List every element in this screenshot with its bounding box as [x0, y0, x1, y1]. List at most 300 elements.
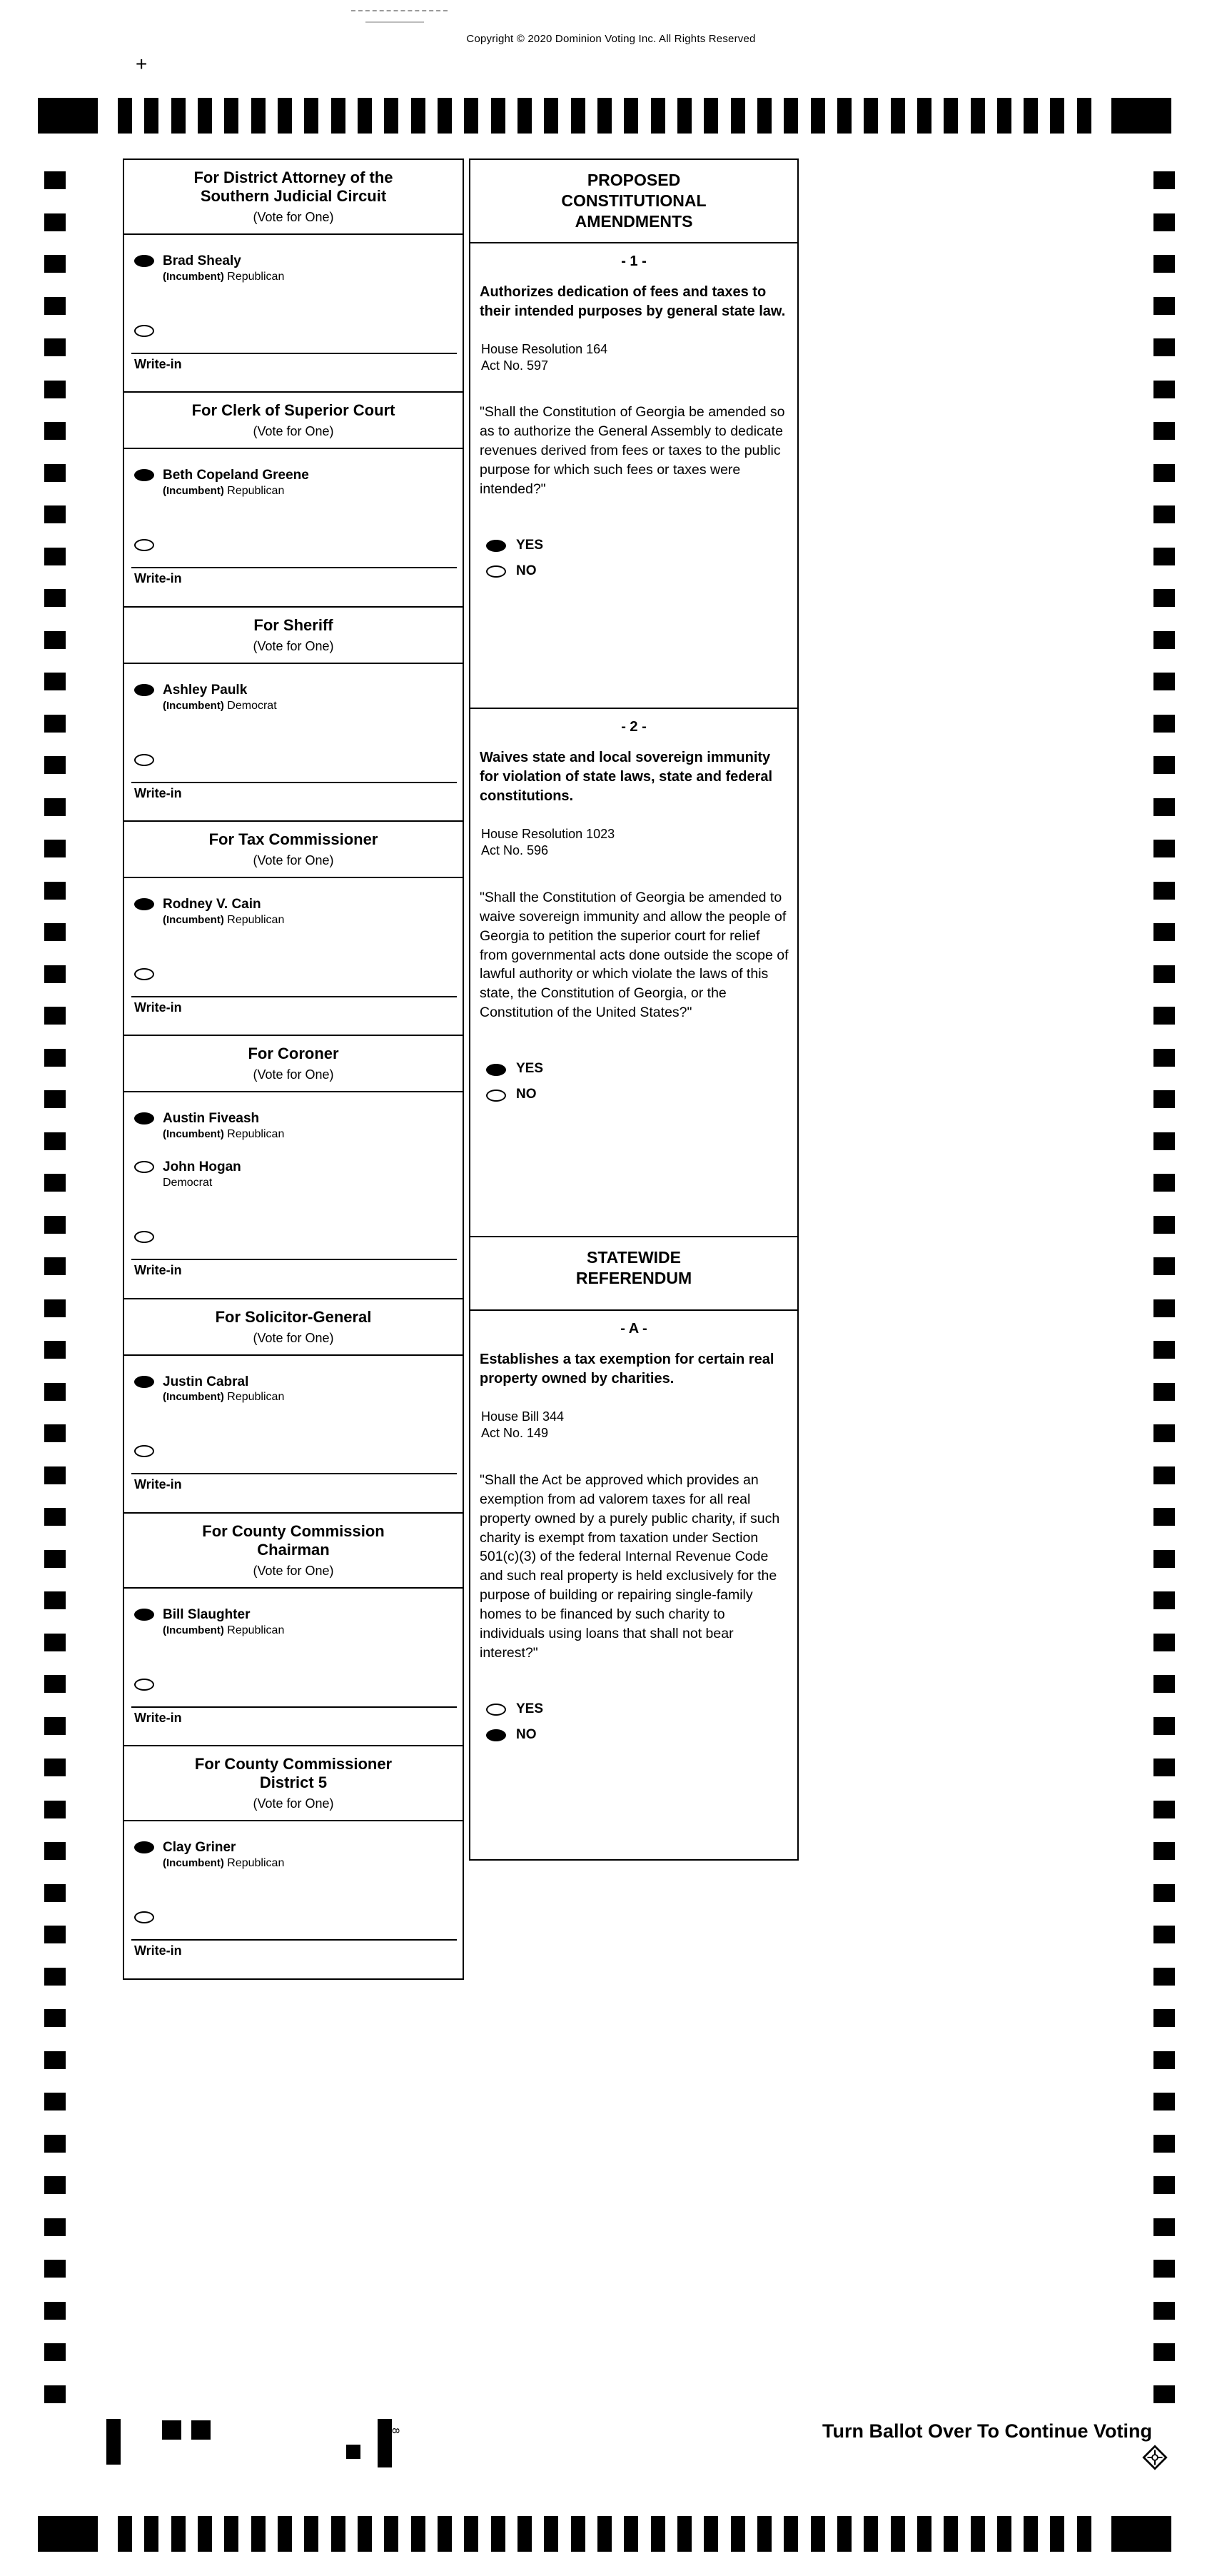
- contest-title: For Solicitor-General: [215, 1307, 372, 1326]
- timing-mark: [384, 2516, 398, 2552]
- ballot-measure: [469, 708, 799, 1237]
- timing-mark: [1153, 882, 1175, 900]
- write-in-label: Write-in: [134, 571, 182, 586]
- timing-mark: [411, 98, 425, 134]
- timing-mark: [1153, 1759, 1175, 1776]
- marked-vote-bubble[interactable]: [134, 1112, 154, 1125]
- timing-mark: [1153, 1634, 1175, 1651]
- marked-vote-bubble[interactable]: [134, 255, 154, 267]
- candidate-name: Brad Shealy: [163, 253, 241, 268]
- write-in-label: Write-in: [134, 1263, 182, 1278]
- candidate-detail: (Incumbent) Republican: [163, 913, 285, 926]
- timing-mark: [731, 98, 745, 134]
- timing-mark: [464, 98, 478, 134]
- timing-mark: [757, 2516, 772, 2552]
- timing-mark: [44, 756, 66, 774]
- timing-mark: [44, 1508, 66, 1526]
- timing-mark: [624, 2516, 638, 2552]
- timing-mark: [1153, 548, 1175, 565]
- scan-artifact: [365, 21, 424, 23]
- candidate-name: Rodney V. Cain: [163, 897, 261, 912]
- option-label: NO: [516, 1726, 537, 1742]
- timing-mark: [44, 213, 66, 231]
- timing-mark: [1153, 1090, 1175, 1108]
- timing-mark: [44, 1466, 66, 1484]
- timing-mark: [38, 98, 98, 134]
- timing-mark: [1153, 422, 1175, 440]
- measure-reference: House Resolution 164 Act No. 597: [481, 341, 608, 373]
- section-title: STATEWIDE REFERENDUM: [575, 1247, 692, 1287]
- timing-mark: [1153, 1216, 1175, 1234]
- measure-question: "Shall the Act be approved which provides an exemption from ad valorem taxes for all real property owned by a purely public charity, if such charity is exempt from taxation under Section 501(c)(3) of the federal Internal Revenue Code and such real property is held exclusively for the purpose of building or repairing single-family homes to be financed by such charity to individuals using loans that shall not bear interest?": [480, 1471, 780, 1661]
- timing-mark: [1024, 2516, 1038, 2552]
- timing-mark: [44, 631, 66, 649]
- timing-mark: [44, 2385, 66, 2403]
- timing-mark: [944, 2516, 958, 2552]
- measure-options: [470, 1663, 797, 1759]
- timing-mark: [1153, 213, 1175, 231]
- candidate-name: Beth Copeland Greene: [163, 468, 309, 483]
- timing-mark: [44, 1717, 66, 1735]
- candidate-name: Bill Slaughter: [163, 1606, 251, 1622]
- option-row: [486, 1087, 797, 1102]
- vote-instruction: (Vote for One): [253, 424, 334, 439]
- timing-mark: [44, 1174, 66, 1192]
- write-in-label: Write-in: [134, 356, 182, 371]
- marked-vote-bubble[interactable]: [486, 540, 506, 552]
- timing-mark: [44, 1759, 66, 1776]
- timing-mark: [331, 98, 345, 134]
- timing-mark: [358, 2516, 372, 2552]
- candidate-row: [124, 1821, 463, 1870]
- timing-mark: [1153, 673, 1175, 690]
- timing-mark: [704, 2516, 718, 2552]
- timing-mark: [837, 2516, 852, 2552]
- timing-mark: [44, 589, 66, 607]
- timing-mark: [891, 98, 905, 134]
- candidate-row: [124, 235, 463, 283]
- timing-mark: [1153, 2009, 1175, 2027]
- write-in-bubble-row: [124, 1637, 463, 1691]
- marked-vote-bubble[interactable]: [486, 1729, 506, 1741]
- timing-mark-column-left: [44, 171, 66, 2392]
- section-title: PROPOSED CONSTITUTIONAL AMENDMENTS: [561, 171, 707, 231]
- measure-number: - A -: [620, 1321, 647, 1337]
- timing-mark: [44, 297, 66, 315]
- timing-mark: [1153, 1591, 1175, 1609]
- option-label: YES: [516, 1061, 544, 1077]
- ballot-code-mark: [106, 2419, 121, 2465]
- write-in-bubble-row: [124, 283, 463, 337]
- timing-mark: [118, 98, 132, 134]
- timing-mark: [1153, 840, 1175, 857]
- timing-mark: [171, 2516, 186, 2552]
- candidate-row: [124, 1092, 463, 1141]
- timing-mark: [144, 2516, 158, 2552]
- marked-vote-bubble[interactable]: [134, 1376, 154, 1388]
- timing-mark: [704, 98, 718, 134]
- ballot-code-mark: [162, 2420, 181, 2440]
- timing-mark: [1050, 98, 1064, 134]
- timing-mark: [278, 98, 292, 134]
- timing-mark: [597, 98, 612, 134]
- timing-mark: [757, 98, 772, 134]
- write-in-bubble[interactable]: [134, 754, 154, 766]
- write-in-label: Write-in: [134, 1000, 182, 1015]
- timing-mark: [1153, 1968, 1175, 1986]
- timing-mark: [438, 2516, 452, 2552]
- timing-mark: [198, 2516, 212, 2552]
- timing-mark: [44, 1299, 66, 1317]
- timing-mark: [571, 98, 585, 134]
- timing-mark: [864, 98, 878, 134]
- measure-column: [469, 159, 799, 1861]
- timing-mark: [44, 2260, 66, 2278]
- contest: [123, 1298, 464, 1514]
- timing-mark: [44, 1257, 66, 1275]
- measure-reference: House Resolution 1023 Act No. 596: [481, 827, 615, 858]
- option-label: YES: [516, 1701, 544, 1716]
- timing-mark: [677, 2516, 692, 2552]
- timing-mark: [891, 2516, 905, 2552]
- vote-instruction: (Vote for One): [253, 638, 334, 653]
- option-row: [486, 1727, 797, 1743]
- marked-vote-bubble[interactable]: [134, 684, 154, 696]
- timing-mark: [997, 2516, 1011, 2552]
- vote-instruction: (Vote for One): [253, 1796, 334, 1811]
- contest: [123, 820, 464, 1037]
- timing-mark: [1153, 1884, 1175, 1902]
- timing-mark: [198, 98, 212, 134]
- timing-mark: [1153, 1007, 1175, 1025]
- timing-mark: [1153, 1341, 1175, 1359]
- contest: [123, 1745, 464, 1980]
- measure-question: "Shall the Constitution of Georgia be amended so as to authorize the General Assembly to dedicate revenues derived from fees or taxes to the public purpose for which such fees or taxes were intended?": [480, 404, 785, 497]
- timing-mark: [944, 98, 958, 134]
- timing-mark: [1153, 1675, 1175, 1693]
- timing-mark: [44, 2051, 66, 2069]
- candidate-row: [124, 1356, 463, 1404]
- marked-vote-bubble[interactable]: [134, 1609, 154, 1621]
- timing-mark: [44, 381, 66, 398]
- timing-mark: [1153, 2343, 1175, 2361]
- timing-mark: [1153, 2051, 1175, 2069]
- timing-mark: [44, 1675, 66, 1693]
- measure-section-header: [469, 159, 799, 243]
- timing-mark: [44, 2302, 66, 2320]
- alignment-diamond-icon: [1142, 2445, 1168, 2470]
- write-in-label: Write-in: [134, 1943, 182, 1958]
- timing-mark: [44, 1591, 66, 1609]
- timing-mark: [1111, 98, 1171, 134]
- timing-mark: [1153, 1717, 1175, 1735]
- option-row: [486, 563, 797, 579]
- timing-mark: [651, 98, 665, 134]
- timing-mark: [44, 965, 66, 983]
- option-row: [486, 1701, 797, 1717]
- timing-mark: [44, 2218, 66, 2236]
- turn-ballot-over-notice: Turn Ballot Over To Continue Voting: [822, 2420, 1152, 2442]
- timing-mark: [1153, 464, 1175, 482]
- write-in-bubble-row: [124, 498, 463, 551]
- marked-vote-bubble[interactable]: [134, 469, 154, 481]
- timing-mark: [1153, 2176, 1175, 2194]
- timing-mark: [784, 2516, 798, 2552]
- timing-mark: [44, 1007, 66, 1025]
- option-label: NO: [516, 563, 537, 578]
- candidate-detail: Democrat: [163, 1177, 213, 1189]
- measure-reference: House Bill 344 Act No. 149: [481, 1409, 565, 1441]
- timing-mark: [811, 2516, 825, 2552]
- timing-mark: [1153, 381, 1175, 398]
- candidate-name: Justin Cabral: [163, 1374, 249, 1389]
- timing-mark: [1153, 1926, 1175, 1943]
- timing-mark: [44, 798, 66, 816]
- option-label: NO: [516, 1087, 537, 1102]
- timing-mark: [1153, 297, 1175, 315]
- timing-mark: [571, 2516, 585, 2552]
- contest: [123, 1512, 464, 1747]
- timing-mark: [384, 98, 398, 134]
- timing-mark: [491, 2516, 505, 2552]
- unmarked-vote-bubble[interactable]: [486, 565, 506, 578]
- timing-mark: [278, 2516, 292, 2552]
- vote-instruction: (Vote for One): [253, 1563, 334, 1578]
- timing-mark: [44, 548, 66, 565]
- timing-mark: [1024, 98, 1038, 134]
- candidate-row: [124, 1141, 463, 1189]
- write-in-bubble-row: [124, 1404, 463, 1457]
- timing-mark: [224, 98, 238, 134]
- write-in-bubble[interactable]: [134, 1911, 154, 1923]
- timing-mark: [251, 98, 266, 134]
- write-in-bubble[interactable]: [134, 1231, 154, 1243]
- timing-mark: [651, 2516, 665, 2552]
- measure-section-header: [469, 1236, 799, 1312]
- timing-mark: [811, 98, 825, 134]
- timing-mark: [491, 98, 505, 134]
- timing-mark: [997, 98, 1011, 134]
- contest-title: For Coroner: [248, 1045, 339, 1063]
- candidate-detail: (Incumbent) Republican: [163, 270, 285, 283]
- write-in-bubble[interactable]: [134, 325, 154, 337]
- ballot-code-mark: [346, 2445, 360, 2459]
- contest: [123, 606, 464, 822]
- timing-mark: [44, 1090, 66, 1108]
- timing-mark-column-right: [1153, 171, 1175, 2392]
- copyright-notice: Copyright © 2020 Dominion Voting Inc. All Rights Reserved: [466, 33, 756, 45]
- contest: [123, 159, 464, 393]
- timing-mark: [44, 1884, 66, 1902]
- timing-mark: [1153, 1132, 1175, 1150]
- option-label: YES: [516, 537, 544, 553]
- scan-artifact: [351, 10, 448, 11]
- timing-mark: [251, 2516, 266, 2552]
- timing-mark: [44, 1383, 66, 1401]
- contest-title: For District Attorney of the Southern Judicial Circuit: [193, 168, 393, 205]
- timing-mark: [517, 98, 532, 134]
- timing-mark: [1153, 1424, 1175, 1442]
- timing-mark: [44, 1968, 66, 1986]
- measure-options: [470, 1022, 797, 1118]
- timing-mark: [438, 98, 452, 134]
- timing-mark: [1153, 255, 1175, 273]
- timing-mark: [1153, 1550, 1175, 1568]
- timing-mark: [1153, 798, 1175, 816]
- ballot-measure: [469, 242, 799, 710]
- measure-question: "Shall the Constitution of Georgia be amended to waive sovereign immunity and allow the people of Georgia to petition the superior court for relief from governmental acts done outside the scope of lawful authority or which violate the laws of this state, the Constitution of Georgia, or the Constitution of the United States?": [480, 889, 789, 1021]
- vote-instruction: (Vote for One): [253, 1330, 334, 1345]
- vote-instruction: (Vote for One): [253, 1067, 334, 1082]
- write-in-bubble[interactable]: [134, 1679, 154, 1691]
- timing-mark: [44, 255, 66, 273]
- marked-vote-bubble[interactable]: [134, 1841, 154, 1853]
- timing-mark: [544, 2516, 558, 2552]
- candidate-detail: (Incumbent) Republican: [163, 485, 285, 498]
- contest-title: For Clerk of Superior Court: [191, 401, 395, 420]
- timing-mark: [544, 98, 558, 134]
- candidate-name: John Hogan: [163, 1159, 241, 1175]
- timing-mark: [1153, 1508, 1175, 1526]
- write-in-bubble-row: [124, 713, 463, 766]
- timing-mark: [1153, 2135, 1175, 2153]
- timing-mark: [44, 840, 66, 857]
- timing-mark: [44, 923, 66, 941]
- measure-summary: Authorizes dedication of fees and taxes to their intended purposes by general state law.: [480, 283, 786, 319]
- registration-plus-mark: +: [136, 53, 148, 75]
- write-in-bubble[interactable]: [134, 968, 154, 980]
- timing-mark: [1153, 1257, 1175, 1275]
- timing-mark: [304, 2516, 318, 2552]
- timing-mark: [1153, 589, 1175, 607]
- candidate-detail: (Incumbent) Republican: [163, 1391, 285, 1404]
- timing-mark: [44, 1801, 66, 1818]
- timing-mark: [44, 171, 66, 189]
- timing-mark: [44, 505, 66, 523]
- timing-mark: [44, 1216, 66, 1234]
- contest-title: For County Commission Chairman: [202, 1521, 385, 1559]
- ballot-measure: [469, 1309, 799, 1861]
- timing-mark: [624, 98, 638, 134]
- timing-mark: [1153, 1801, 1175, 1818]
- timing-mark: [1153, 965, 1175, 983]
- timing-mark: [44, 2343, 66, 2361]
- timing-mark: [971, 2516, 985, 2552]
- timing-mark: [1153, 2385, 1175, 2403]
- timing-mark: [1153, 631, 1175, 649]
- timing-mark: [224, 2516, 238, 2552]
- write-in-label: Write-in: [134, 1710, 182, 1725]
- timing-mark: [44, 2176, 66, 2194]
- measure-number: - 1 -: [621, 253, 647, 269]
- contest-title: For County Commissioner District 5: [194, 1755, 393, 1792]
- timing-mark: [1153, 171, 1175, 189]
- timing-mark: [517, 2516, 532, 2552]
- timing-mark: [38, 2516, 98, 2552]
- candidate-detail: (Incumbent) Republican: [163, 1857, 285, 1870]
- timing-mark: [304, 98, 318, 134]
- timing-mark: [1153, 1466, 1175, 1484]
- timing-mark: [731, 2516, 745, 2552]
- timing-mark: [1153, 1174, 1175, 1192]
- timing-mark: [144, 98, 158, 134]
- timing-mark: [1153, 923, 1175, 941]
- timing-mark: [1050, 2516, 1064, 2552]
- timing-mark: [1153, 2093, 1175, 2110]
- candidate-name: Ashley Paulk: [163, 682, 248, 698]
- measure-summary: Waives state and local sovereign immunity for violation of state laws, state and federal constitutions.: [480, 750, 773, 804]
- timing-mark: [44, 1634, 66, 1651]
- contest-title: For Sheriff: [253, 615, 333, 634]
- write-in-bubble-row: [124, 1189, 463, 1243]
- timing-mark: [917, 98, 931, 134]
- timing-mark: [44, 2093, 66, 2110]
- candidate-detail: (Incumbent) Republican: [163, 1128, 285, 1141]
- candidate-detail: (Incumbent) Democrat: [163, 699, 277, 712]
- candidate-row: [124, 449, 463, 498]
- timing-mark: [44, 882, 66, 900]
- timing-mark: [44, 1341, 66, 1359]
- timing-mark: [1077, 2516, 1091, 2552]
- timing-mark: [597, 2516, 612, 2552]
- candidate-row: [124, 1589, 463, 1637]
- contest-column: [123, 159, 464, 1980]
- timing-mark: [1153, 2218, 1175, 2236]
- timing-mark-row-bottom: [38, 2516, 1171, 2552]
- measure-summary: Establishes a tax exemption for certain real property owned by charities.: [480, 1352, 774, 1387]
- write-in-bubble-row: [124, 1870, 463, 1923]
- timing-mark: [1111, 2516, 1171, 2552]
- timing-mark: [1153, 1383, 1175, 1401]
- timing-mark: [358, 98, 372, 134]
- unmarked-vote-bubble[interactable]: [134, 1161, 154, 1173]
- measure-number: - 2 -: [621, 719, 647, 735]
- marked-vote-bubble[interactable]: [134, 898, 154, 910]
- contest-title: For Tax Commissioner: [208, 830, 378, 849]
- timing-mark: [44, 2135, 66, 2153]
- candidate-name: Austin Fiveash: [163, 1111, 260, 1127]
- timing-mark: [917, 2516, 931, 2552]
- write-in-label: Write-in: [134, 785, 182, 800]
- timing-mark: [44, 1550, 66, 1568]
- timing-mark: [1153, 2302, 1175, 2320]
- timing-mark: [44, 2009, 66, 2027]
- timing-mark: [1153, 1842, 1175, 1860]
- write-in-bubble[interactable]: [134, 539, 154, 551]
- timing-mark: [44, 673, 66, 690]
- timing-mark: [411, 2516, 425, 2552]
- timing-mark: [837, 98, 852, 134]
- write-in-bubble[interactable]: [134, 1445, 154, 1457]
- unmarked-vote-bubble[interactable]: [486, 1090, 506, 1102]
- write-in-label: Write-in: [134, 1477, 182, 1492]
- timing-mark: [44, 1132, 66, 1150]
- timing-mark: [44, 1424, 66, 1442]
- timing-mark: [44, 1049, 66, 1067]
- timing-mark: [1077, 98, 1091, 134]
- unmarked-vote-bubble[interactable]: [486, 1704, 506, 1716]
- timing-mark: [1153, 1049, 1175, 1067]
- timing-mark: [44, 1842, 66, 1860]
- write-in-bubble-row: [124, 927, 463, 980]
- timing-mark: [44, 338, 66, 356]
- marked-vote-bubble[interactable]: [486, 1064, 506, 1076]
- option-row: [486, 538, 797, 553]
- timing-mark: [864, 2516, 878, 2552]
- timing-mark: [44, 715, 66, 733]
- vote-instruction: (Vote for One): [253, 210, 334, 224]
- timing-mark: [784, 98, 798, 134]
